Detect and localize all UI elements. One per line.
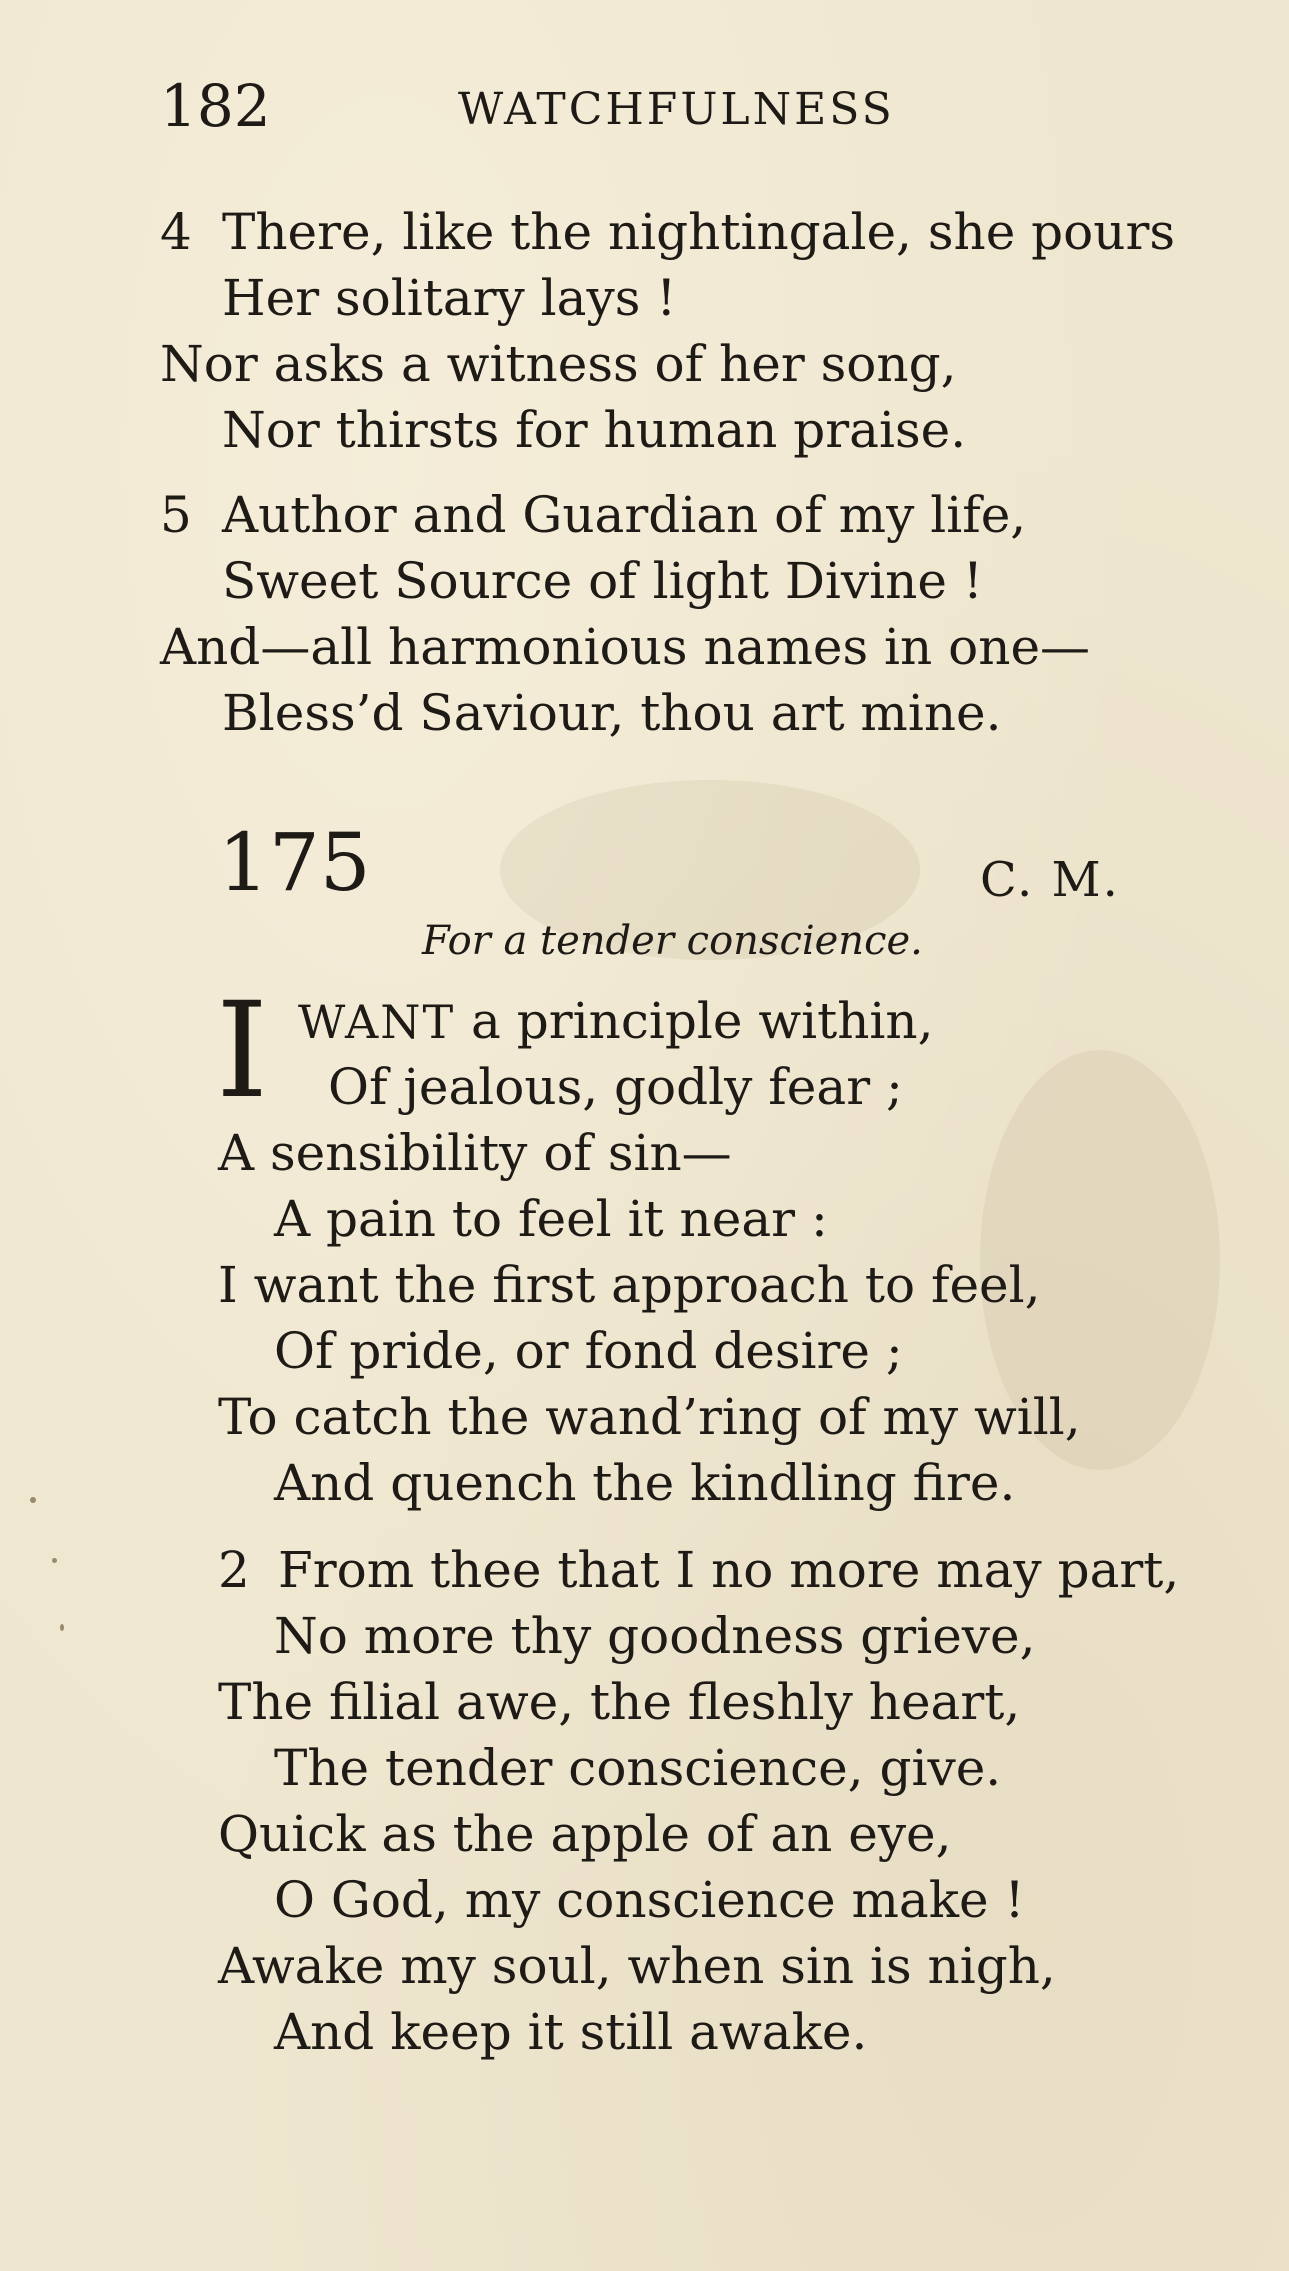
verse-line: Sweet Source of light Divine !	[222, 552, 983, 610]
hymn-title: For a tender conscience.	[422, 918, 923, 964]
verse-line: From thee that I no more may part,	[278, 1541, 1180, 1599]
verse-line: The filial awe, the fleshly heart,	[218, 1673, 1021, 1731]
first-word: WANT	[298, 995, 456, 1049]
stanza-number: 2	[218, 1541, 250, 1599]
verse-line: Author and Guardian of my life,	[222, 486, 1027, 544]
stanza-number: 4	[160, 203, 192, 261]
verse-line: Bless’d Saviour, thou art mine.	[222, 684, 1002, 742]
verse-line: To catch the wand’ring of my will,	[218, 1388, 1081, 1446]
verse-line: There, like the nightingale, she pours	[222, 203, 1176, 261]
hymn-number: 175	[218, 816, 371, 909]
verse-line: And—all harmonious names in one—	[160, 618, 1091, 676]
verse-line: Of pride, or fond desire ;	[274, 1322, 903, 1380]
verse-line-first	[298, 992, 934, 1050]
verse-line: And quench the kindling fire.	[274, 1454, 1016, 1512]
verse-line: Nor asks a witness of her song,	[160, 335, 957, 393]
stanza-number: 5	[160, 486, 192, 544]
drop-cap: I	[216, 974, 269, 1128]
verse-line: Quick as the apple of an eye,	[218, 1805, 952, 1863]
running-title: WATCHFULNESS	[458, 84, 895, 135]
paper-speck	[60, 1624, 64, 1631]
verse-line: Nor thirsts for human praise.	[222, 401, 967, 459]
verse-line: A sensibility of sin—	[218, 1124, 732, 1182]
verse-line: And keep it still awake.	[274, 2003, 868, 2061]
first-line-rest: a principle within,	[455, 992, 934, 1050]
verse-line: O God, my conscience make !	[274, 1871, 1025, 1929]
verse-line: A pain to feel it near :	[274, 1190, 828, 1248]
verse-line: No more thy goodness grieve,	[274, 1607, 1036, 1665]
verse-line: I want the first approach to feel,	[218, 1256, 1041, 1314]
page-number: 182	[160, 72, 271, 140]
verse-line: Her solitary lays !	[222, 269, 677, 327]
verse-line: Awake my soul, when sin is nigh,	[218, 1937, 1056, 1995]
hymn-meter: C. M.	[980, 852, 1120, 908]
verse-line: Of jealous, godly fear ;	[328, 1058, 903, 1116]
paper-speck	[52, 1558, 57, 1563]
paper-speck	[30, 1497, 36, 1503]
verse-line: The tender conscience, give.	[274, 1739, 1002, 1797]
